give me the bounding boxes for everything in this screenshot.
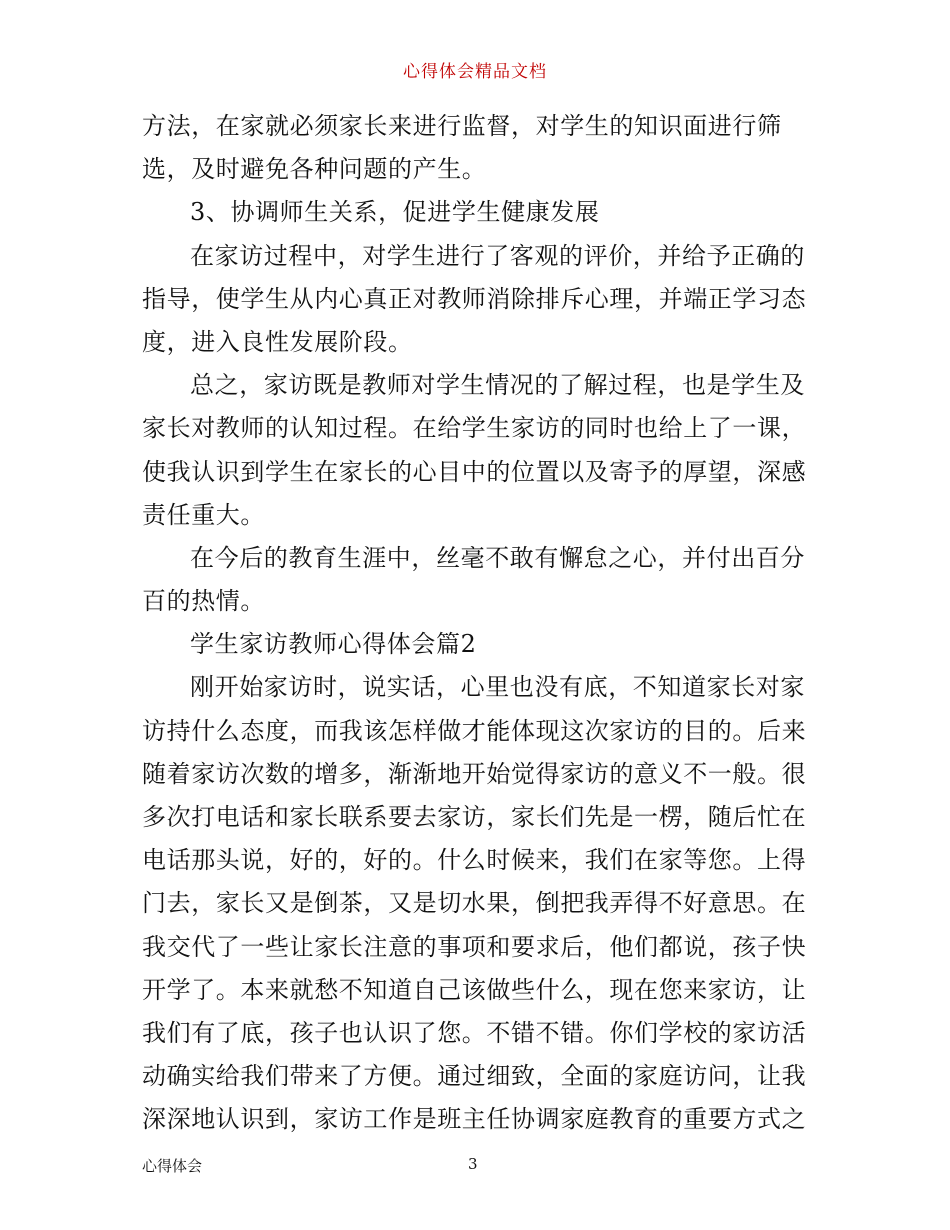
text-line: 总之，家访既是教师对学生情况的了解过程，也是学生及: [190, 371, 805, 400]
text-line: 我交代了一些让家长注意的事项和要求后，他们都说，孩子快: [142, 932, 807, 961]
footer-label: 心得体会: [142, 1157, 203, 1175]
text-line: 在今后的教育生涯中，丝毫不敢有懈怠之心，并付出百分: [190, 543, 805, 572]
text-line: 刚开始家访时，说实话，心里也没有底，不知道家长对家: [190, 673, 805, 702]
article-heading: 学生家访教师心得体会篇2: [190, 630, 477, 659]
text-line: 在家访过程中，对学生进行了客观的评价，并给予正确的: [190, 241, 805, 270]
text-line: 动确实给我们带来了方便。通过细致，全面的家庭访问，让我: [142, 1062, 807, 1091]
text-line: 责任重大。: [142, 500, 265, 529]
page-number: 3: [468, 1155, 478, 1173]
text-line: 指导，使学生从内心真正对教师消除排斥心理，并端正学习态: [142, 284, 807, 313]
text-line: 方法，在家就必须家长来进行监督，对学生的知识面进行筛: [142, 112, 782, 140]
text-line: 百的热情。: [142, 587, 265, 616]
text-line: 深深地认识到，家访工作是班主任协调家庭教育的重要方式之: [142, 1105, 807, 1134]
text-line: 我们有了底，孩子也认识了您。不错不错。你们学校的家访活: [142, 1018, 807, 1047]
text-line: 度，进入良性发展阶段。: [142, 327, 413, 356]
text-line: 开学了。本来就愁不知道自己该做些什么，现在您来家访，让: [142, 975, 807, 1004]
text-line: 电话那头说，好的，好的。什么时候来，我们在家等您。上得: [142, 846, 807, 875]
text-line: 门去，家长又是倒茶，又是切水果，倒把我弄得不好意思。在: [142, 889, 807, 918]
text-line: 多次打电话和家长联系要去家访，家长们先是一楞，随后忙在: [142, 803, 807, 831]
document-body: [142, 105, 812, 1142]
text-line: 使我认识到学生在家长的心目中的位置以及寄予的厚望，深感: [142, 457, 807, 486]
text-line: 选，及时避免各种问题的产生。: [142, 155, 487, 184]
text-line: 随着家访次数的增多，渐渐地开始觉得家访的意义不一般。很: [142, 759, 807, 788]
section-heading: 3、协调师生关系，促进学生健康发展: [190, 198, 600, 227]
text-line: 家长对教师的认知过程。在给学生家访的同时也给上了一课，: [142, 414, 807, 443]
text-line: 访持什么态度，而我该怎样做才能体现这次家访的目的。后来: [142, 716, 807, 745]
page-header-title: 心得体会精品文档: [403, 62, 547, 82]
